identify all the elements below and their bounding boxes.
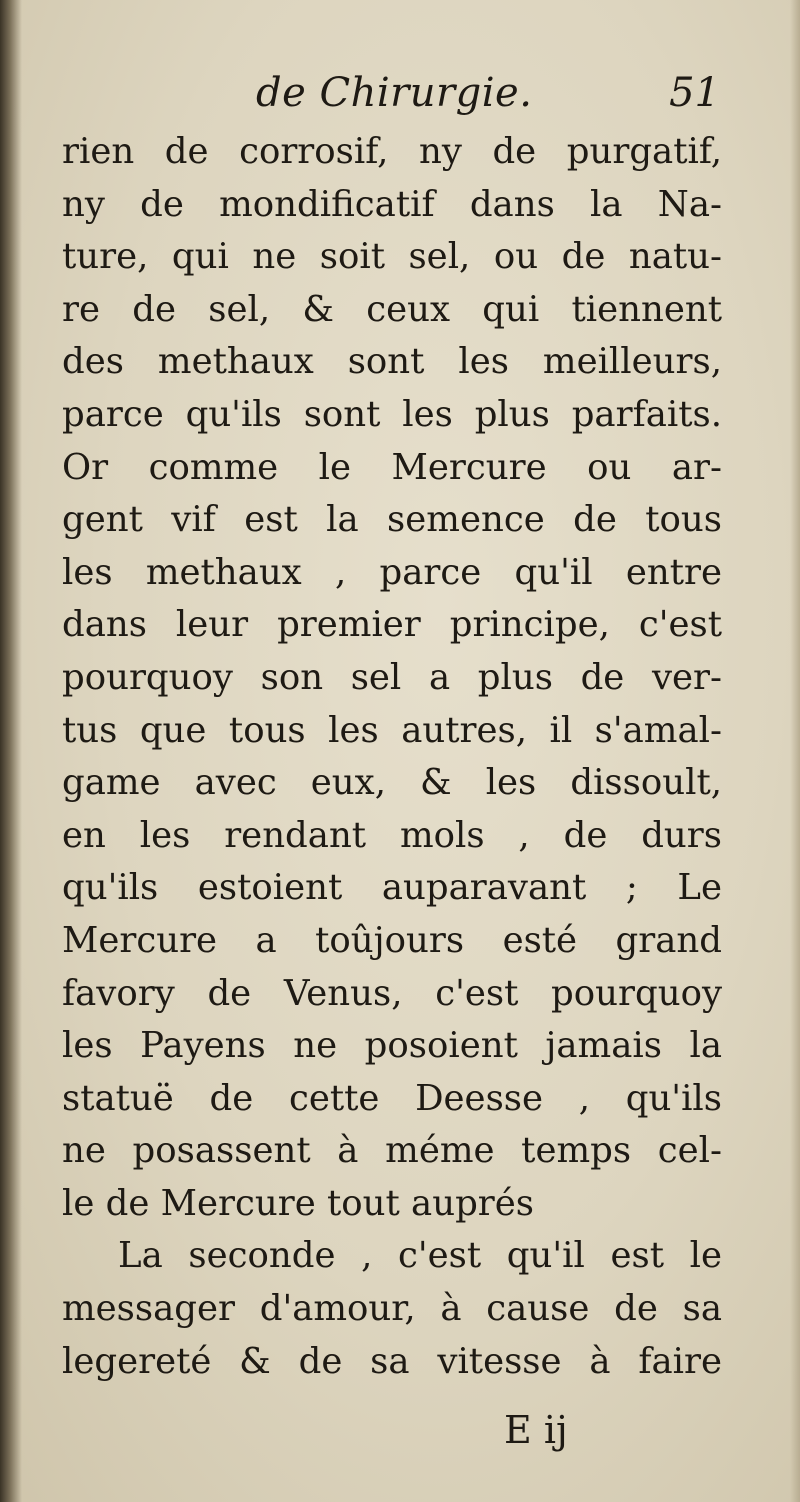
text-line: ture, qui ne soit sel, ou de natu- xyxy=(62,236,722,278)
page-number: 51 xyxy=(669,70,720,116)
text-line: rien de corrosif, ny de purgatif, xyxy=(62,131,722,172)
text-line: en les rendant mols , de durs xyxy=(62,814,722,856)
body-text xyxy=(62,126,722,1388)
text-line: parce qu'ils sont les plus parfaits. xyxy=(62,393,722,435)
text-line: Mercure a toûjours esté grand xyxy=(62,919,722,961)
running-head: de Chirurgie. xyxy=(256,70,533,116)
text-line: dans leur premier principe, c'est xyxy=(62,604,722,646)
text-line: le de Mercure tout auprés xyxy=(62,1182,535,1224)
text-line: des methaux sont les meilleurs, xyxy=(62,341,722,383)
text-line: tus que tous les autres, il s'amal- xyxy=(62,709,722,751)
text-line: game avec eux, & les dissoult, xyxy=(62,762,722,804)
text-line: Or comme le Mercure ou ar- xyxy=(62,446,722,488)
text-line: legereté & de sa vitesse à faire xyxy=(62,1340,722,1382)
text-line: qu'ils estoient auparavant ; Le xyxy=(62,867,722,909)
text-line: ne posassent à méme temps cel- xyxy=(62,1130,722,1172)
text-line: La seconde , c'est qu'il est le xyxy=(118,1235,722,1277)
signature-mark: E ij xyxy=(504,1408,568,1452)
text-line: favory de Venus, c'est pourquoy xyxy=(62,972,722,1014)
page-header xyxy=(60,70,720,124)
text-line: gent vif est la semence de tous xyxy=(62,499,722,541)
page-edge xyxy=(790,0,800,1502)
text-line: les methaux , parce qu'il entre xyxy=(62,551,722,593)
spine-shadow xyxy=(0,0,22,1502)
text-line: messager d'amour, à cause de sa xyxy=(62,1288,722,1330)
text-line: statuë de cette Deesse , qu'ils xyxy=(62,1077,722,1119)
text-line: re de sel, & ceux qui tiennent xyxy=(62,288,722,330)
text-line: pourquoy son sel a plus de ver- xyxy=(62,656,722,698)
text-line: les Payens ne posoient jamais la xyxy=(62,1025,722,1067)
text-line: ny de mondificatif dans la Na- xyxy=(62,183,722,225)
